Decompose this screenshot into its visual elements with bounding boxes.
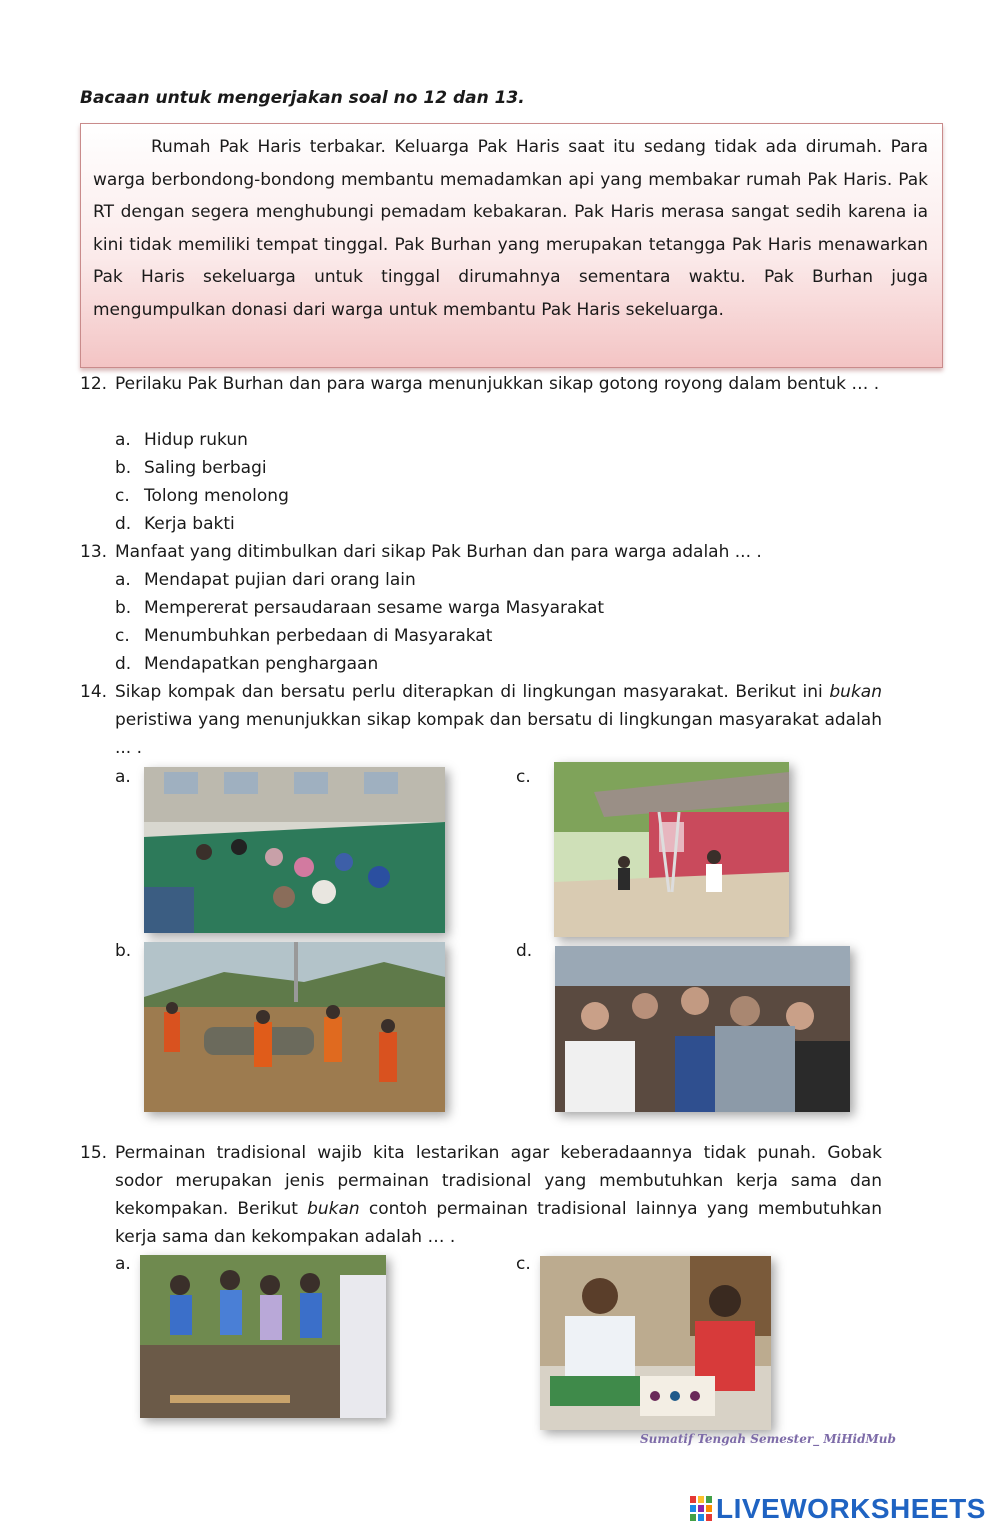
footer-signature: Sumatif Tengah Semester_ MiHidMub [640,1432,896,1446]
q15-option-c-label[interactable]: c. [516,1254,531,1274]
question-text: Perilaku Pak Burhan dan para warga menunjukkan sikap gotong royong dalam bentuk … . [115,374,880,394]
liveworksheets-brand-icon [690,1496,712,1522]
q13-option-d[interactable]: d. Mendapatkan penghargaan [115,654,379,674]
q13-option-b[interactable]: b. Mempererat persaudaraan sesame warga Masyarakat [115,598,605,618]
q13-option-c[interactable]: c. Menumbuhkan perbedaan di Masyarakat [115,626,493,646]
q15-photo-c[interactable] [540,1256,771,1430]
question-14 [80,678,882,762]
q12-option-c[interactable]: c. Tolong menolong [115,486,289,506]
question-number: 13. [80,542,108,562]
question-12 [80,370,882,398]
q14-photo-a[interactable] [144,767,445,933]
question-13 [80,538,882,566]
question-text: Permainan tradisional wajib kita lestarikan agar keberadaannya tidak punah. Gobak sodor merupakan jenis permainan tradisional yang membutuhkan kerja sama dan kekompakan. Berikut bukan contoh permainan tradisional lainnya yang membutuhkan kerja sama dan kekompakan adalah … . [115,1143,882,1247]
q12-option-a[interactable]: a. Hidup rukun [115,430,248,450]
q12-option-d[interactable]: d. Kerja bakti [115,514,235,534]
question-text: Sikap kompak dan bersatu perlu diterapkan di lingkungan masyarakat. Berikut ini bukan peristiwa yang menunjukkan sikap kompak dan bersatu di lingkungan masyarakat adalah ... . [115,682,882,758]
q12-option-b[interactable]: b. Saling berbagi [115,458,267,478]
reading-passage-box [80,123,943,368]
q15-option-a-label[interactable]: a. [115,1254,131,1274]
brand-name: LIVEWORKSHEETS [716,1493,986,1524]
reading-heading: Bacaan untuk mengerjakan soal no 12 dan 13. [80,88,525,108]
q14-photo-d[interactable] [555,946,850,1112]
reading-passage-text: Rumah Pak Haris terbakar. Keluarga Pak Haris saat itu sedang tidak ada dirumah. Para warga berbondong-bondong membantu memadamkan api yang membakar rumah Pak Haris. Pak RT dengan segera menghubungi pemadam kebakaran. Pak Haris merasa sangat sedih karena ia kini tidak memiliki tempat tinggal. Pak Burhan yang merupakan tetangga Pak Haris menawarkan Pak Haris sekeluarga untuk tinggal dirumahnya sementara waktu. Pak Burhan juga mengumpulkan donasi dari warga untuk membantu Pak Haris sekeluarga. [93,137,928,320]
q14-option-a-label[interactable]: a. [115,767,131,787]
question-text: Manfaat yang ditimbulkan dari sikap Pak Burhan dan para warga adalah ... . [115,542,762,562]
question-15 [80,1139,882,1251]
question-number: 14. [80,682,108,702]
question-number: 12. [80,374,108,394]
q14-photo-c[interactable] [554,762,789,937]
q14-photo-b[interactable] [144,942,445,1112]
q14-option-d-label[interactable]: d. [516,941,533,961]
q14-option-b-label[interactable]: b. [115,941,132,961]
q13-option-a[interactable]: a. Mendapat pujian dari orang lain [115,570,416,590]
liveworksheets-logo[interactable] [690,1492,986,1526]
question-number: 15. [80,1143,108,1163]
q15-photo-a[interactable] [140,1255,386,1418]
q14-option-c-label[interactable]: c. [516,767,531,787]
